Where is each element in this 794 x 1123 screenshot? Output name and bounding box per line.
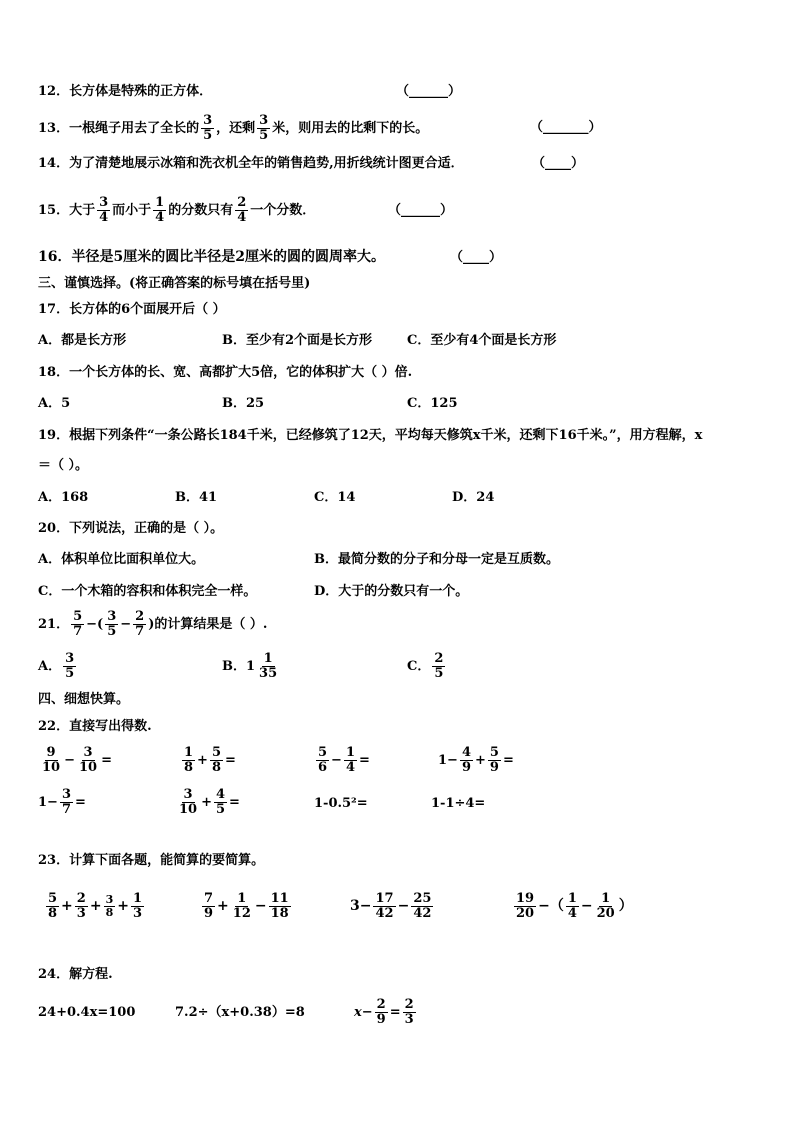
numerator: 1 <box>155 195 165 210</box>
q20-stem: 20．下列说法，正确的是（ ）。 <box>38 521 224 536</box>
fraction <box>214 788 227 817</box>
denominator: 6 <box>318 760 328 775</box>
denominator: 8 <box>105 905 114 919</box>
denominator: 35 <box>259 666 278 681</box>
numerator: 5 <box>318 745 328 760</box>
q21-option-b[interactable] <box>222 650 281 684</box>
q13-pre: 13．一根绳子用去了全长的 <box>38 121 200 136</box>
q13-blank[interactable]: （_______） <box>530 120 602 135</box>
q21-option-a[interactable] <box>38 650 78 684</box>
q18-option-b[interactable]: B．25 <box>222 396 265 411</box>
text-fragment: 一个分数． <box>250 203 316 218</box>
q23-expr-1[interactable]: $\frac{5}{8}$ + $\frac{2}{3}$ + $\frac{3}{8}$ + $\frac{1}{3}$ <box>48 890 142 921</box>
text-fragment: 1 <box>438 753 448 768</box>
q19-stem-line2: ＝（ ）。 <box>38 458 89 473</box>
fraction <box>432 652 445 681</box>
numerator: 3 <box>61 787 71 802</box>
q23-expr-3[interactable]: 3− $\frac{17}{42}$ − $\frac{25}{42}$ <box>350 890 432 921</box>
denominator: 3 <box>76 905 86 921</box>
numerator: 3 <box>203 113 213 128</box>
text-fragment: 1 <box>246 659 256 674</box>
fraction <box>373 892 395 921</box>
fraction <box>403 998 416 1027</box>
denominator: 4 <box>237 210 247 225</box>
q23-expr-4[interactable]: $\frac{19}{20}$ −（ $\frac{1}{4}$ − $\frac{1}{20}$ ） <box>516 890 633 921</box>
fraction <box>514 892 536 921</box>
q14 <box>38 156 464 172</box>
text-fragment: 1 <box>38 795 48 810</box>
denominator: 4 <box>345 760 355 775</box>
fraction <box>77 746 99 775</box>
text-fragment: A． <box>38 659 62 674</box>
denominator: 5 <box>259 128 269 143</box>
denominator: 20 <box>516 905 535 921</box>
numerator: 3 <box>107 609 117 624</box>
fraction <box>46 892 59 921</box>
fraction <box>71 610 84 639</box>
q22-stem: 22．直接写出得数. <box>38 719 152 734</box>
fraction <box>105 610 118 639</box>
denominator: 7 <box>135 624 145 639</box>
q12-text: 12．长方体是特殊的正方体． <box>38 84 213 99</box>
denominator: 9 <box>489 760 499 775</box>
denominator: 5 <box>203 128 213 143</box>
numerator: 1 <box>567 890 577 906</box>
fraction <box>201 114 214 143</box>
q18-option-c[interactable]: C．125 <box>407 396 458 411</box>
denominator: 7 <box>73 624 83 639</box>
q16-blank[interactable]: （____） <box>450 250 503 265</box>
q21-option-c[interactable] <box>407 650 447 684</box>
fraction <box>257 652 279 681</box>
fraction <box>131 892 144 921</box>
q24-equation-1[interactable]: 24+0.4x=100 <box>38 1005 136 1020</box>
numerator: 5 <box>489 745 499 760</box>
q20-option-c[interactable]: C．一个木箱的容积和体积完全一样。 <box>38 584 257 599</box>
q21-stem: 21． $\frac{5}{7}$ −( $\frac{3}{5}$ − $\frac{2}{7}$ )的计算结果是（ ）. <box>38 609 268 639</box>
numerator: 3 <box>65 651 75 666</box>
text-fragment: 21． <box>38 617 70 632</box>
q22-expr-1[interactable]: $\frac{9}{10}$ − $\frac{3}{10}$ = <box>42 745 112 775</box>
fraction <box>202 892 215 921</box>
text-fragment: 而小于 <box>112 203 152 218</box>
numerator: 1 <box>132 890 142 906</box>
q24-equation-3[interactable]: x− $\frac{2}{9}$ = $\frac{2}{3}$ <box>354 997 414 1027</box>
denominator: 3 <box>132 905 142 921</box>
fraction <box>235 196 248 225</box>
fraction <box>566 892 579 921</box>
denominator: 8 <box>211 760 221 775</box>
fraction <box>177 788 199 817</box>
q22-expr-7[interactable]: 1-0.5²= <box>314 796 368 811</box>
q16 <box>38 249 385 265</box>
denominator: 5 <box>216 802 226 817</box>
text-fragment: 15．大于 <box>38 203 96 218</box>
denominator: 10 <box>42 760 61 775</box>
numerator: 3 <box>259 113 269 128</box>
numerator: 3 <box>83 745 93 760</box>
fraction <box>60 788 73 817</box>
numerator: 1 <box>263 651 273 666</box>
numerator: 2 <box>434 651 444 666</box>
fraction <box>460 746 473 775</box>
fraction <box>316 746 329 775</box>
denominator: 20 <box>596 905 615 921</box>
q13-post: 米，则用去的比剩下的长。 <box>272 121 429 136</box>
text-fragment: 的分数只有 <box>168 203 234 218</box>
q15 <box>38 194 315 228</box>
numerator: 1 <box>237 890 247 906</box>
denominator: 10 <box>79 760 98 775</box>
numerator: 17 <box>375 890 394 906</box>
section-3-heading: 三、谨慎选择。(将正确答案的标号填在括号里) <box>38 276 311 291</box>
q16-text: 16．半径是5厘米的圆比半径是2厘米的圆的圆周率大。 <box>38 249 385 265</box>
q24-equation-2[interactable]: 7.2÷（x+0.38）=8 <box>175 1005 305 1020</box>
q14-blank[interactable]: （____） <box>532 156 585 171</box>
text-fragment: 3 <box>350 898 360 914</box>
q15-blank[interactable]: （______） <box>388 203 454 218</box>
q19-option-c[interactable]: C．14 <box>314 490 356 505</box>
q12-blank[interactable]: （______） <box>396 84 462 99</box>
denominator: 42 <box>375 905 394 921</box>
fraction <box>153 196 166 225</box>
q20-option-b[interactable]: B．最简分数的分子和分母一定是互质数。 <box>314 552 559 567</box>
fraction <box>269 892 291 921</box>
q20-option-a[interactable]: A．体积单位比面积单位大。 <box>38 552 205 567</box>
denominator: 9 <box>204 905 214 921</box>
denominator: 10 <box>179 802 198 817</box>
numerator: 2 <box>404 997 414 1012</box>
q18-option-a[interactable]: A．5 <box>38 396 71 411</box>
q19-option-a[interactable]: A．168 <box>38 490 89 505</box>
q24-stem: 24．解方程. <box>38 967 113 982</box>
fraction <box>133 610 146 639</box>
denominator: 9 <box>376 1012 386 1027</box>
q17-option-c[interactable]: C．至少有4个面是长方形 <box>407 333 557 348</box>
fraction <box>375 998 388 1027</box>
q22-expr-6[interactable]: $\frac{3}{10}$ + $\frac{4}{5}$ = <box>179 787 240 817</box>
numerator: 2 <box>237 195 247 210</box>
fraction <box>210 746 223 775</box>
q22-expr-3[interactable]: $\frac{5}{6}$ − $\frac{1}{4}$ = <box>318 745 370 775</box>
numerator: 4 <box>216 787 226 802</box>
q22-expr-4[interactable]: 1− $\frac{4}{9}$ + $\frac{5}{9}$ = <box>438 745 514 775</box>
text-fragment: C． <box>407 659 431 674</box>
numerator: 2 <box>76 890 86 906</box>
numerator: 11 <box>270 890 289 906</box>
q17-option-a[interactable]: A．都是长方形 <box>38 333 127 348</box>
numerator: 25 <box>413 890 432 906</box>
denominator: 5 <box>107 624 117 639</box>
fraction <box>40 746 62 775</box>
numerator: 5 <box>73 609 83 624</box>
fraction <box>488 746 501 775</box>
fraction <box>411 892 433 921</box>
numerator: 19 <box>516 890 535 906</box>
fraction <box>75 892 88 921</box>
q22-expr-2[interactable]: $\frac{1}{8}$ + $\frac{5}{8}$ = <box>184 745 236 775</box>
q23-stem: 23．计算下面各题，能简算的要简算。 <box>38 853 265 868</box>
numerator: 2 <box>376 997 386 1012</box>
q20-option-d[interactable]: D．大于的分数只有一个。 <box>314 584 469 599</box>
denominator: 4 <box>99 210 109 225</box>
denominator: 8 <box>184 760 194 775</box>
denominator: 3 <box>404 1012 414 1027</box>
fraction <box>595 892 617 921</box>
denominator: 7 <box>61 802 71 817</box>
numerator: 5 <box>48 890 58 906</box>
q17-stem: 17．长方体的6个面展开后（ ） <box>38 302 226 317</box>
q13 <box>38 112 428 146</box>
fraction <box>257 114 270 143</box>
text-fragment: 的计算结果是（ ）. <box>154 617 268 632</box>
fraction <box>97 196 110 225</box>
q19-option-d[interactable]: D．24 <box>452 490 495 505</box>
numerator: 7 <box>204 890 214 906</box>
q19-option-b[interactable]: B．41 <box>175 490 218 505</box>
numerator: 3 <box>105 892 114 906</box>
q18-stem: 18．一个长方体的长、宽、高都扩大5倍，它的体积扩大（ ）倍. <box>38 365 413 380</box>
fraction <box>63 652 76 681</box>
denominator: 5 <box>434 666 444 681</box>
denominator: 18 <box>270 905 289 921</box>
q13-mid: ，还剩 <box>216 121 256 136</box>
numerator: 4 <box>461 745 471 760</box>
numerator: 3 <box>183 787 193 802</box>
q22-expr-5[interactable]: 1− $\frac{3}{7}$ = <box>38 787 86 817</box>
denominator: 8 <box>48 905 58 921</box>
text-fragment: x <box>354 1005 362 1020</box>
numerator: 9 <box>46 745 56 760</box>
numerator: 1 <box>184 745 194 760</box>
denominator: 4 <box>567 905 577 921</box>
text-fragment: B． <box>222 659 246 674</box>
fraction <box>231 892 253 921</box>
denominator: 4 <box>155 210 165 225</box>
fraction <box>182 746 195 775</box>
denominator: 12 <box>232 905 251 921</box>
section-4-heading: 四、细想快算。 <box>38 692 130 707</box>
q19-stem-line1: 19．根据下列条件“一条公路长184千米，已经修筑了12天，平均每天修筑x千米，还剩下16千米。”，用方程解，x <box>38 428 703 443</box>
q23-expr-2[interactable]: $\frac{7}{9}$ + $\frac{1}{12}$ − $\frac{11}{18}$ <box>204 890 289 921</box>
denominator: 42 <box>413 905 432 921</box>
q14-text: 14．为了清楚地展示冰箱和洗衣机全年的销售趋势,用折线统计图更合适． <box>38 156 464 171</box>
numerator: 3 <box>99 195 109 210</box>
fraction <box>344 746 357 775</box>
numerator: 1 <box>601 890 611 906</box>
numerator: 1 <box>345 745 355 760</box>
q17-option-b[interactable]: B．至少有2个面是长方形 <box>222 333 373 348</box>
denominator: 5 <box>65 666 75 681</box>
numerator: 5 <box>211 745 221 760</box>
fraction <box>104 894 116 919</box>
q22-expr-8[interactable]: 1-1÷4= <box>431 796 486 811</box>
denominator: 9 <box>461 760 471 775</box>
q12 <box>38 84 212 100</box>
numerator: 2 <box>135 609 145 624</box>
